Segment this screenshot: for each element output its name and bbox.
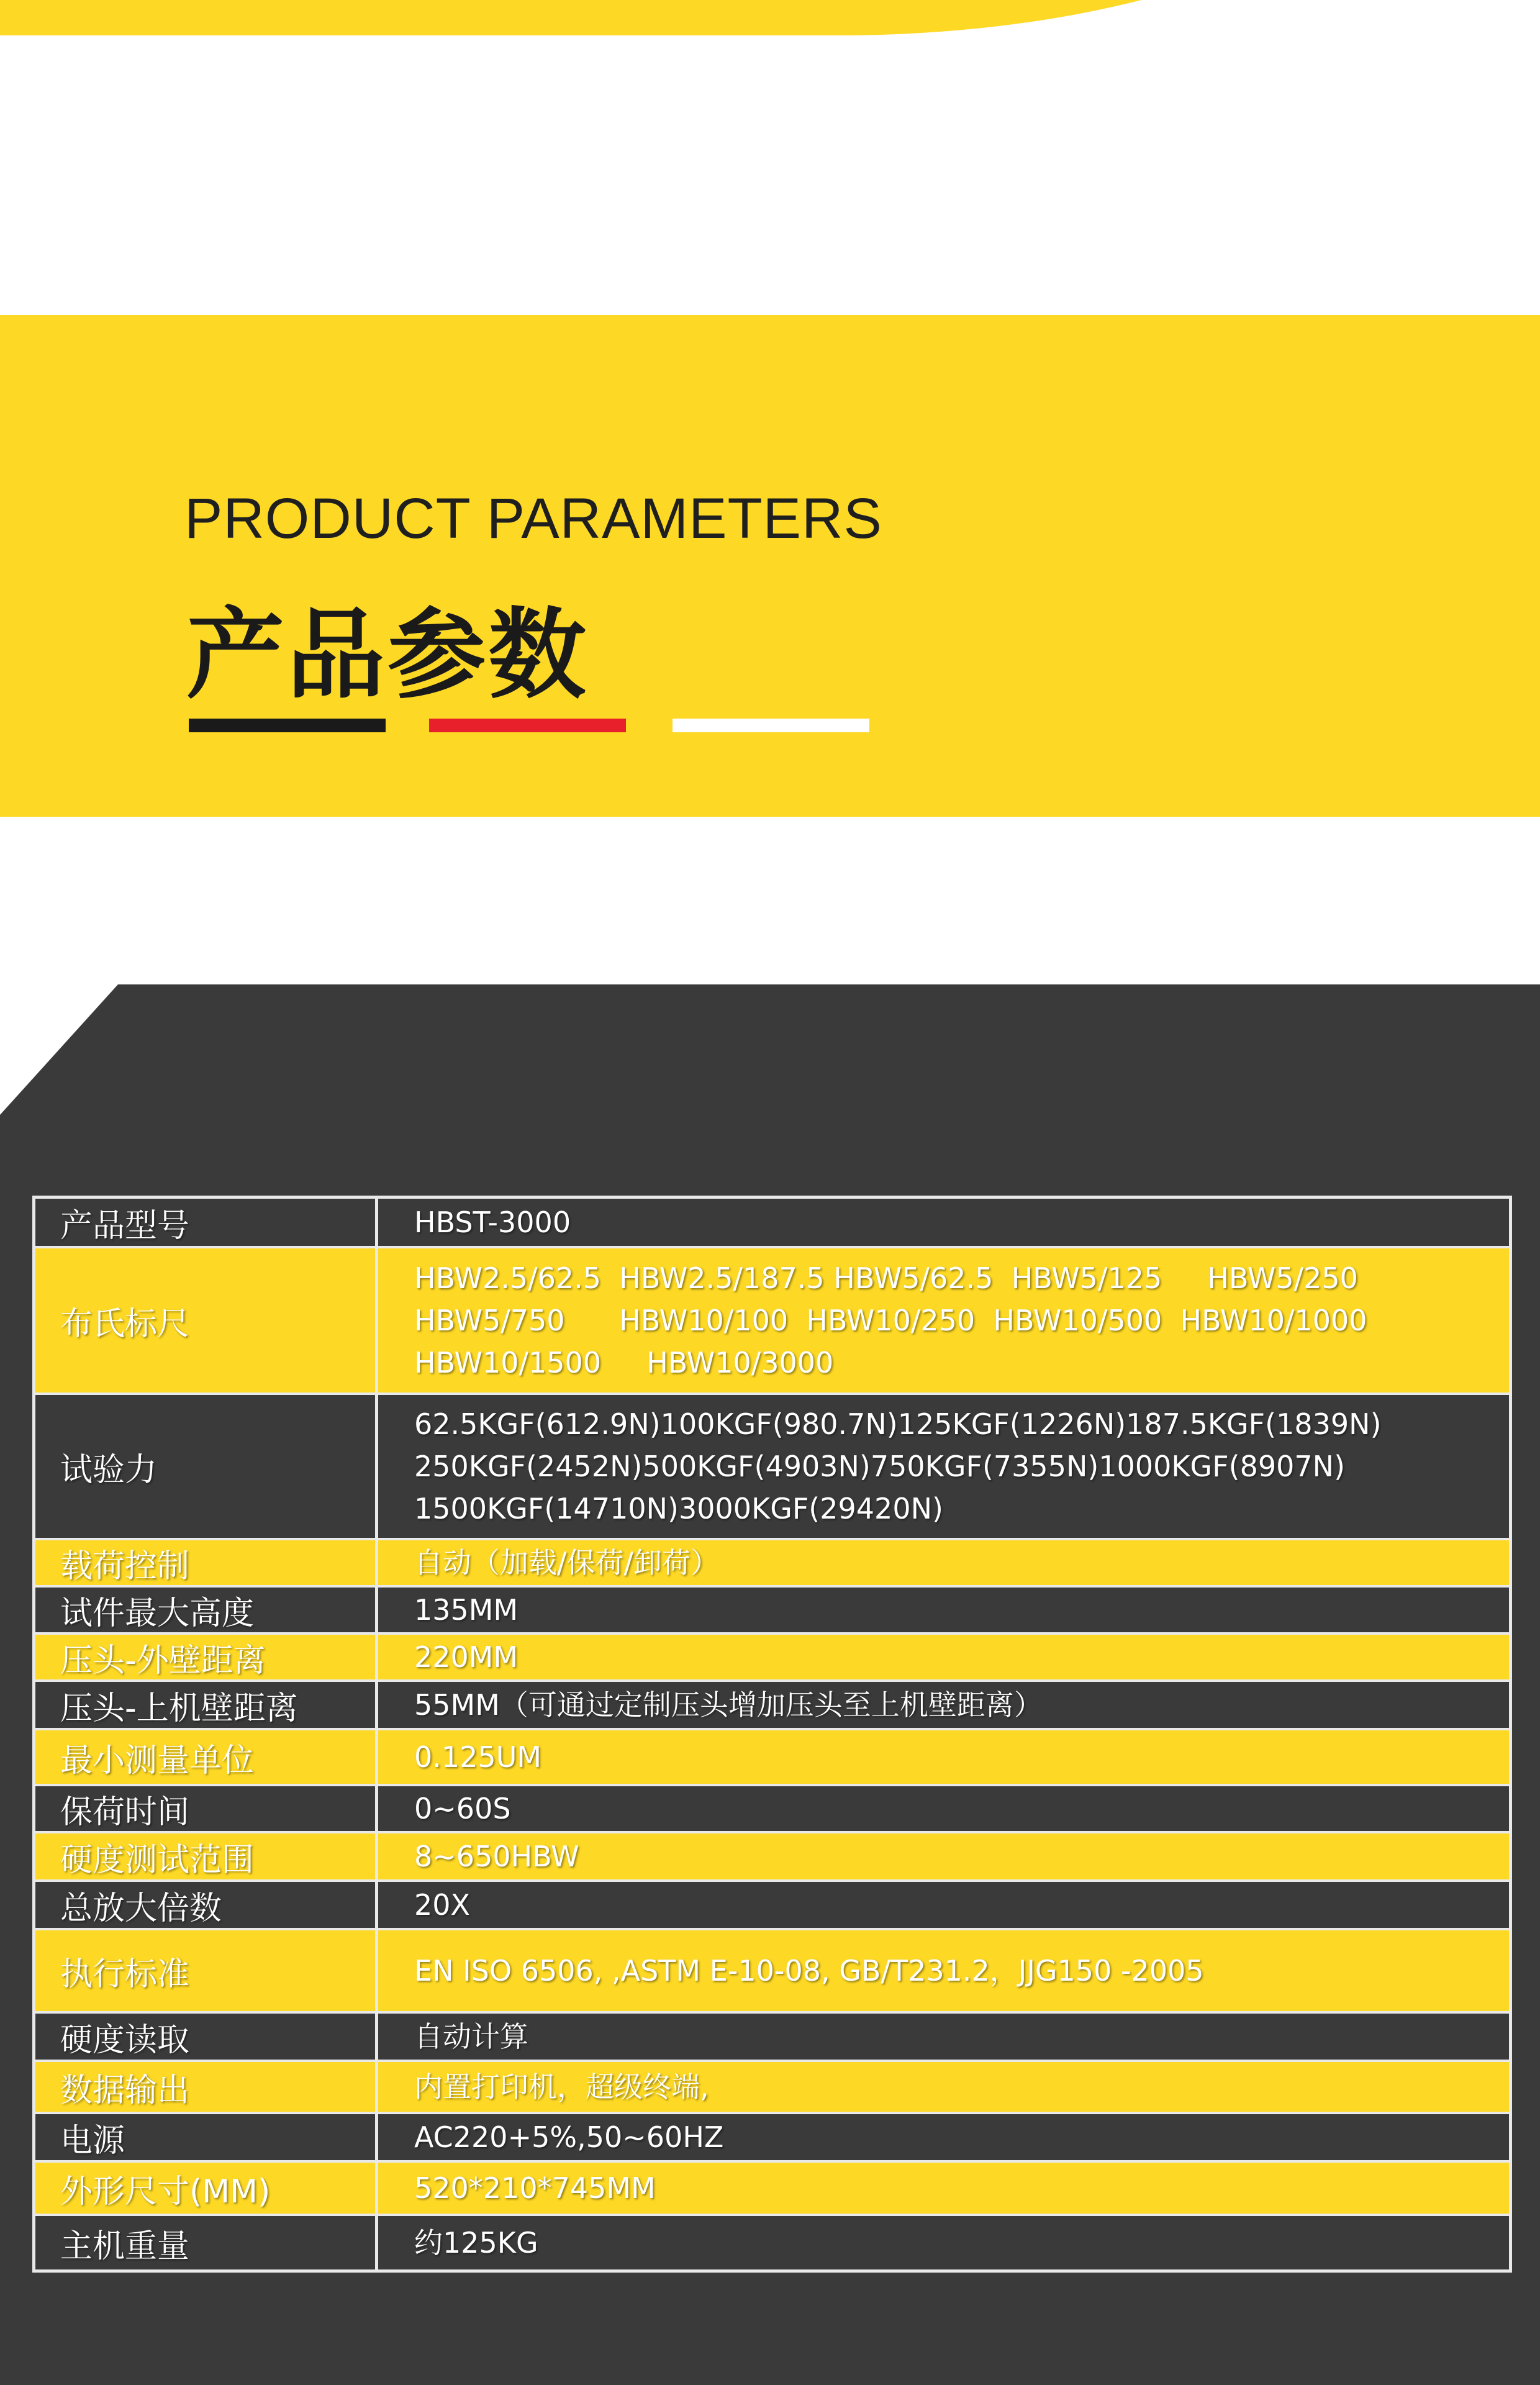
row-label: 硬度读取 bbox=[35, 2014, 378, 2060]
table-row-power-supply bbox=[35, 2114, 1509, 2163]
value-line: EN ISO 6506, ,ASTM E-10-08, GB/T231.2，JJG150 -2005 bbox=[414, 1954, 1204, 1988]
table-row-indenter-outer-wall bbox=[35, 1635, 1509, 1682]
row-value bbox=[378, 1730, 1509, 1784]
value-line: 220MM bbox=[414, 1640, 519, 1674]
value-line: 250KGF(2452N)500KGF(4903N)750KGF(7355N)1000KGF(8907N) bbox=[414, 1450, 1346, 1483]
table-row-standards bbox=[35, 1930, 1509, 2014]
row-value bbox=[378, 1682, 1509, 1728]
accent-bar-white bbox=[673, 719, 869, 732]
row-label: 数据输出 bbox=[35, 2062, 378, 2112]
row-label: 保荷时间 bbox=[35, 1786, 378, 1831]
value-line: HBW2.5/62.5 HBW2.5/187.5 HBW5/62.5 HBW5/125 HBW5/250 bbox=[414, 1261, 1358, 1295]
table-row-min-measure-unit bbox=[35, 1730, 1509, 1786]
table-row-total-magnification bbox=[35, 1882, 1509, 1930]
row-value bbox=[378, 1882, 1509, 1928]
value-line: 内置打印机，超级终端, bbox=[414, 2070, 709, 2104]
table-row-data-output bbox=[35, 2062, 1509, 2114]
value-line: 约125KG bbox=[414, 2226, 538, 2260]
section-title-cn: 产品参数 bbox=[186, 598, 589, 712]
row-value bbox=[378, 2163, 1509, 2214]
row-value bbox=[378, 1199, 1509, 1246]
row-value bbox=[378, 2062, 1509, 2112]
accent-bar-black bbox=[189, 719, 386, 732]
row-label: 执行标准 bbox=[35, 1930, 378, 2011]
row-label: 压头-外壁距离 bbox=[35, 1635, 378, 1679]
row-value bbox=[378, 1395, 1509, 1538]
value-line: 520*210*745MM bbox=[414, 2171, 656, 2205]
row-value bbox=[378, 1540, 1509, 1585]
value-line: 自动（加载/保荷/卸荷） bbox=[414, 1546, 719, 1579]
table-row-hardness-range bbox=[35, 1833, 1509, 1882]
row-label: 外形尺寸(MM) bbox=[35, 2163, 378, 2214]
row-value bbox=[378, 1833, 1509, 1879]
value-line: 0~60S bbox=[414, 1792, 511, 1825]
row-label: 试验力 bbox=[35, 1395, 378, 1538]
value-line: HBW10/1500 HBW10/3000 bbox=[414, 1346, 834, 1379]
table-row-max-specimen-height bbox=[35, 1588, 1509, 1635]
row-value bbox=[378, 1786, 1509, 1831]
row-label: 布氏标尺 bbox=[35, 1248, 378, 1392]
value-line: AC220+5%,50~60HZ bbox=[414, 2120, 724, 2154]
table-row-hardness-reading bbox=[35, 2014, 1509, 2062]
value-line: 55MM（可通过定制压头增加压头至上机壁距离） bbox=[414, 1688, 1043, 1722]
value-line: 20X bbox=[414, 1888, 471, 1922]
table-row-brinell-scale bbox=[35, 1248, 1509, 1395]
table-row-dwell-time bbox=[35, 1786, 1509, 1833]
row-label: 硬度测试范围 bbox=[35, 1833, 378, 1879]
row-value bbox=[378, 1248, 1509, 1392]
spec-table bbox=[32, 1196, 1512, 2273]
value-line: 135MM bbox=[414, 1593, 519, 1627]
row-label: 压头-上机壁距离 bbox=[35, 1682, 378, 1728]
value-line: 0.125UM bbox=[414, 1740, 542, 1774]
table-row-weight bbox=[35, 2216, 1509, 2269]
row-value bbox=[378, 1930, 1509, 2011]
row-label: 总放大倍数 bbox=[35, 1882, 378, 1928]
row-label: 载荷控制 bbox=[35, 1540, 378, 1585]
row-label: 试件最大高度 bbox=[35, 1588, 378, 1632]
row-value bbox=[378, 1635, 1509, 1679]
value-line: 62.5KGF(612.9N)100KGF(980.7N)125KGF(1226N)187.5KGF(1839N) bbox=[414, 1407, 1382, 1441]
value-line: 8~650HBW bbox=[414, 1840, 579, 1873]
value-line: 自动计算 bbox=[414, 2020, 528, 2053]
row-label: 电源 bbox=[35, 2114, 378, 2160]
table-row-dimensions bbox=[35, 2163, 1509, 2216]
row-value bbox=[378, 2014, 1509, 2060]
section-title-en: PRODUCT PARAMETERS bbox=[184, 487, 882, 550]
value-line: 1500KGF(14710N)3000KGF(29420N) bbox=[414, 1492, 943, 1525]
top-yellow-sweep bbox=[0, 0, 1397, 35]
row-label: 主机重量 bbox=[35, 2216, 378, 2269]
row-value bbox=[378, 2216, 1509, 2269]
row-label: 最小测量单位 bbox=[35, 1730, 378, 1784]
row-label: 产品型号 bbox=[35, 1199, 378, 1246]
table-row-load-control bbox=[35, 1540, 1509, 1588]
row-value bbox=[378, 2114, 1509, 2160]
table-row-indenter-upper-wall bbox=[35, 1682, 1509, 1730]
header-band bbox=[0, 315, 1540, 817]
table-row-model bbox=[35, 1199, 1509, 1248]
accent-bar-red bbox=[429, 719, 626, 732]
row-value bbox=[378, 1588, 1509, 1632]
value-line: HBST-3000 bbox=[414, 1206, 571, 1239]
table-row-test-force bbox=[35, 1395, 1509, 1540]
value-line: HBW5/750 HBW10/100 HBW10/250 HBW10/500 HBW10/1000 bbox=[414, 1304, 1367, 1337]
